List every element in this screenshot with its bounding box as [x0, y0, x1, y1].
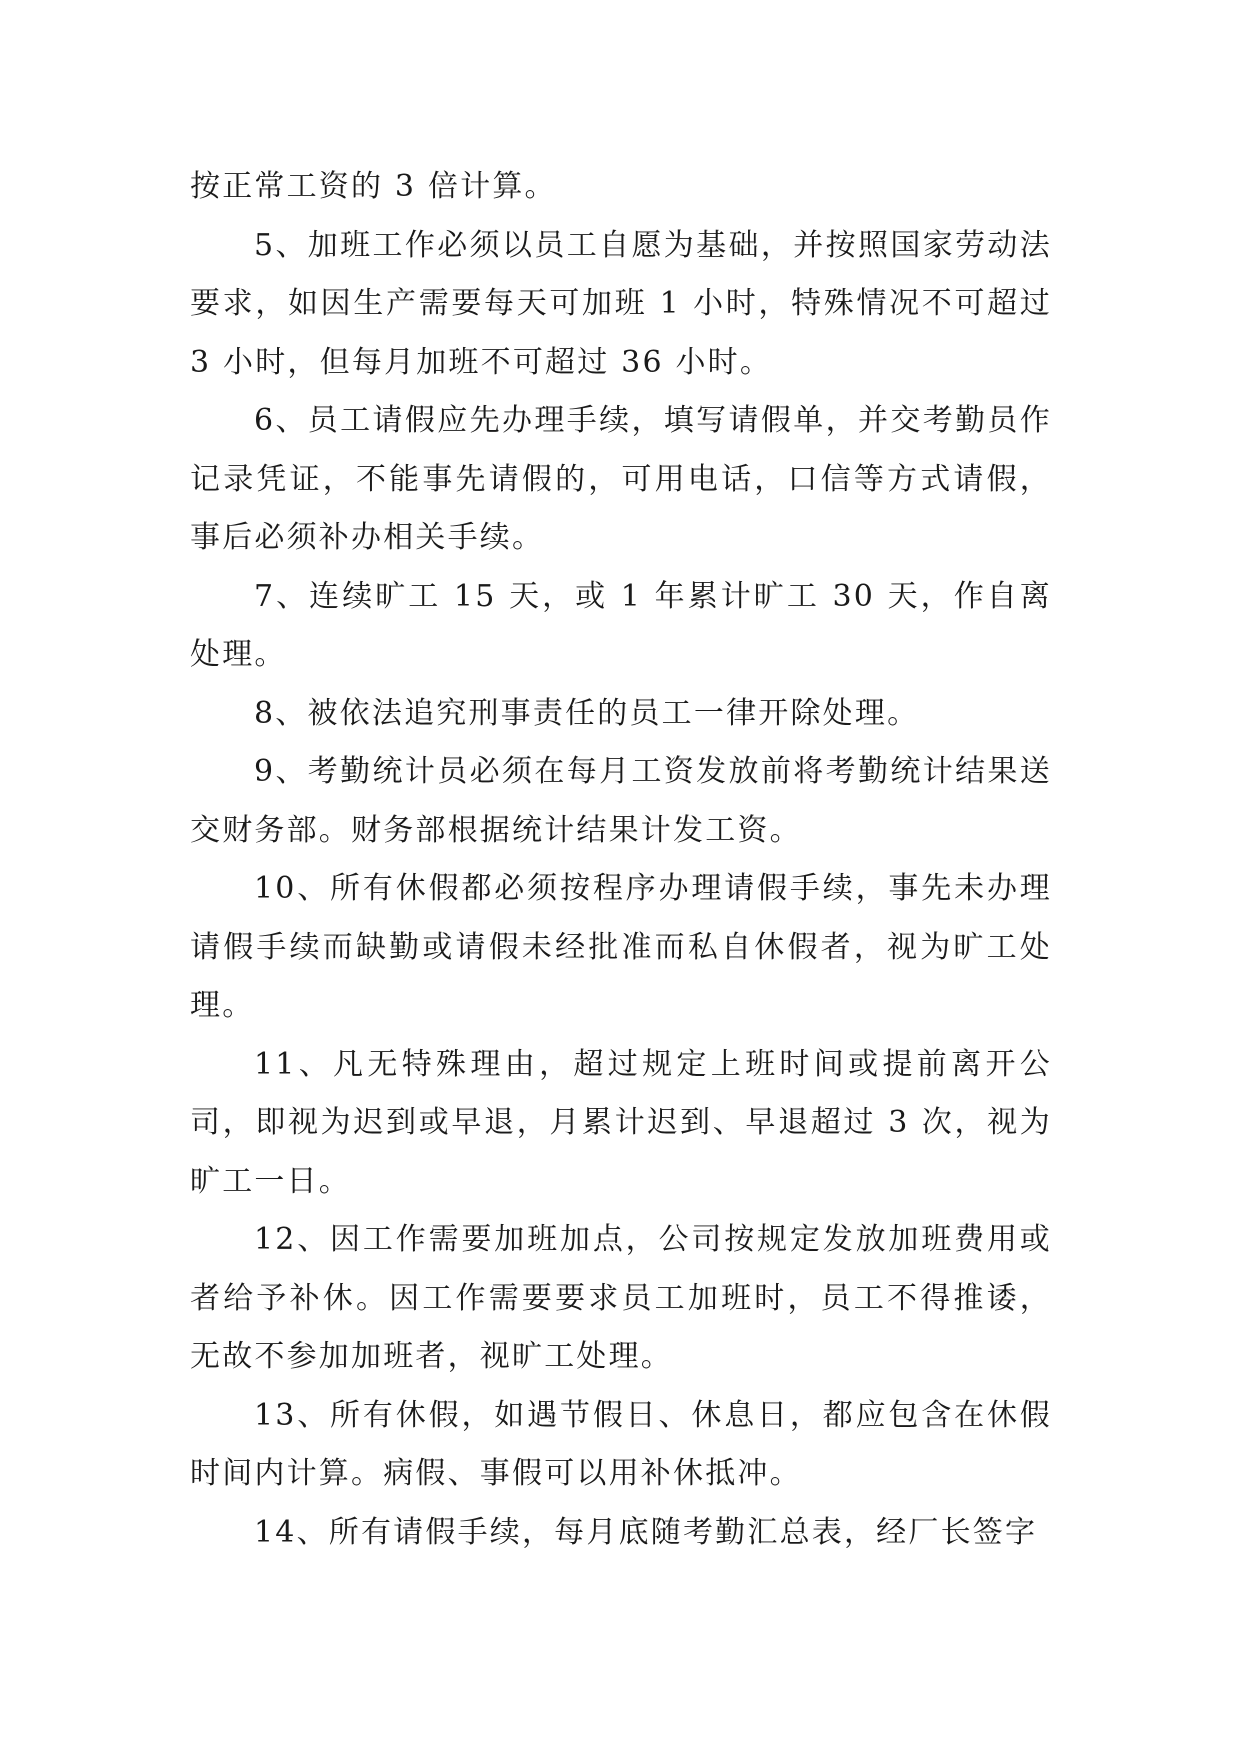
- paragraph-item-9: 9、考勤统计员必须在每月工资发放前将考勤统计结果送交财务部。财务部根据统计结果计发工资。: [190, 754, 1052, 848]
- paragraph-item-14: 14、所有请假手续，每月底随考勤汇总表，经厂长签字: [254, 1514, 1038, 1550]
- paragraph-item-13: 13、所有休假，如遇节假日、休息日，都应包含在休假时间内计算。病假、事假可以用补休抵冲。: [190, 1397, 1052, 1491]
- paragraph-item-11: 11、凡无特殊理由，超过规定上班时间或提前离开公司，即视为迟到或早退，月累计迟到、早退超过 3 次，视为旷工一日。: [190, 1046, 1052, 1199]
- paragraph-item-7: 7、连续旷工 15 天，或 1 年累计旷工 30 天，作自离处理。: [190, 578, 1052, 672]
- paragraph-item-8: 8、被依法追究刑事责任的员工一律开除处理。: [254, 695, 920, 731]
- paragraph-item-10: 10、所有休假都必须按程序办理请假手续，事先未办理请假手续而缺勤或请假未经批准而私自休假者，视为旷工处理。: [190, 871, 1052, 1023]
- paragraph-continuation: 按正常工资的 3 倍计算。: [190, 169, 557, 204]
- document-body: [190, 158, 1052, 1562]
- paragraph-item-12: 12、因工作需要加班加点，公司按规定发放加班费用或者给予补休。因工作需要要求员工加班时，员工不得推诿，无故不参加加班者，视旷工处理。: [190, 1222, 1052, 1374]
- paragraph-item-6: 6、员工请假应先办理手续，填写请假单，并交考勤员作记录凭证，不能事先请假的，可用电话，口信等方式请假，事后必须补办相关手续。: [190, 403, 1052, 555]
- paragraph-item-5: 5、加班工作必须以员工自愿为基础，并按照国家劳动法要求，如因生产需要每天可加班 1 小时，特殊情况不可超过 3 小时，但每月加班不可超过 36 小时。: [190, 227, 1052, 380]
